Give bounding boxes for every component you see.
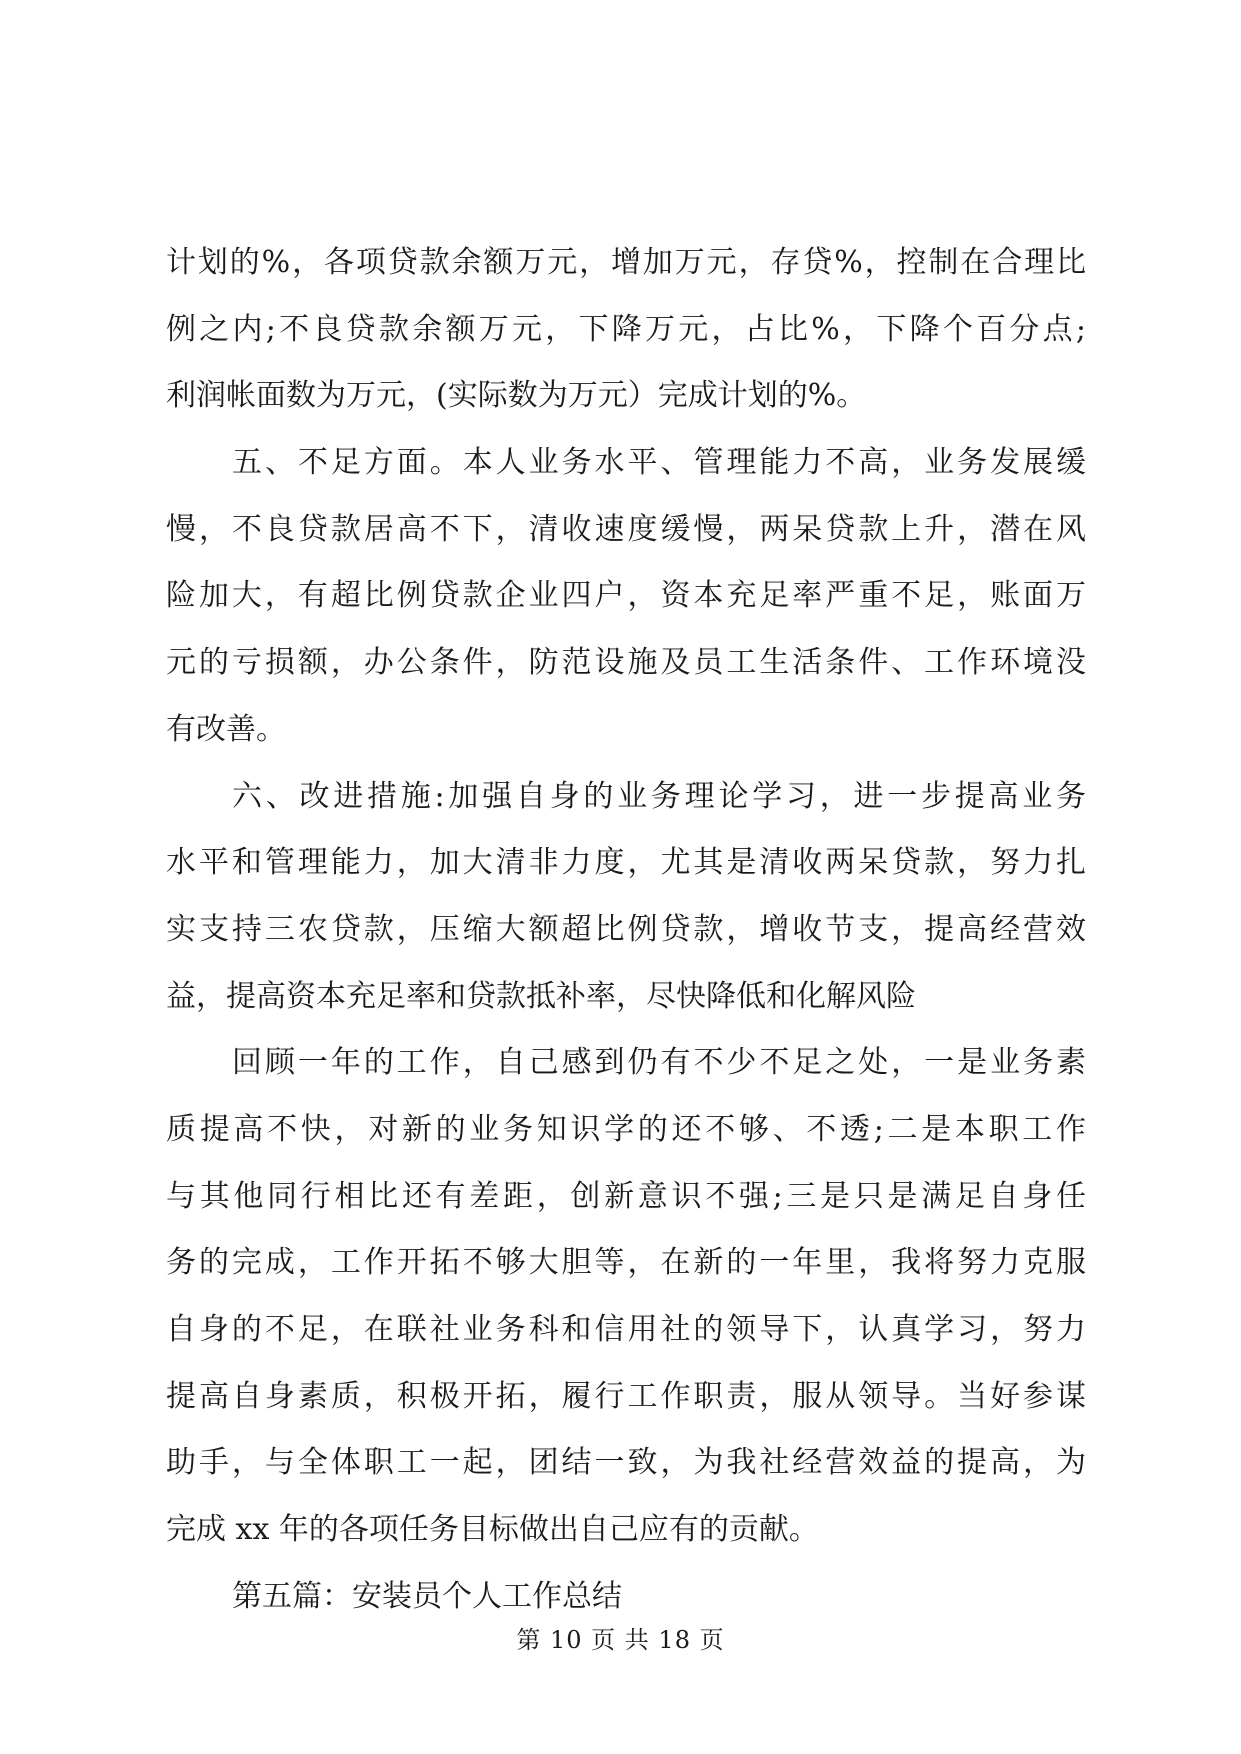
text-line: 五、不足方面。本人业务水平、管理能力不高，业务发展缓: [232, 445, 1086, 481]
text-line: 益，提高资本充足率和贷款抵补率，尽快降低和化解风险: [166, 978, 916, 1014]
section-heading: 第五篇：安装员个人工作总结: [232, 1578, 622, 1614]
document-body: [166, 230, 1086, 1630]
text-line: 利润帐面数为万元，(实际数为万元）完成计划的%。: [166, 378, 867, 414]
text-line: 例之内;不良贷款余额万元，下降万元，占比%，下降个百分点;: [166, 311, 1086, 347]
text-line: 助手，与全体职工一起，团结一致，为我社经营效益的提高，为: [166, 1445, 1086, 1481]
text-line: 完成 xx 年的各项任务目标做出自己应有的贡献。: [166, 1512, 819, 1548]
text-line: 质提高不快，对新的业务知识学的还不够、不透;二是本职工作: [166, 1111, 1086, 1147]
text-line: 水平和管理能力，加大清非力度，尤其是清收两呆贷款，努力扎: [166, 845, 1086, 881]
text-line: 元的亏损额，办公条件，防范设施及员工生活条件、工作环境没: [166, 645, 1086, 681]
text-line: 六、改进措施:加强自身的业务理论学习，进一步提高业务: [232, 778, 1086, 814]
text-line: 提高自身素质，积极开拓，履行工作职责，服从领导。当好参谋: [166, 1378, 1086, 1414]
page-number-footer: 第 10 页 共 18 页: [516, 1626, 725, 1654]
text-line: 险加大，有超比例贷款企业四户，资本充足率严重不足，账面万: [166, 578, 1086, 614]
text-line: 实支持三农贷款，压缩大额超比例贷款，增收节支，提高经营效: [166, 911, 1086, 947]
text-line: 回顾一年的工作，自己感到仍有不少不足之处，一是业务素: [232, 1045, 1086, 1081]
text-line: 务的完成，工作开拓不够大胆等，在新的一年里，我将努力克服: [166, 1245, 1086, 1281]
text-line: 自身的不足，在联社业务科和信用社的领导下，认真学习，努力: [166, 1312, 1086, 1347]
text-line: 与其他同行相比还有差距，创新意识不强;三是只是满足自身任: [166, 1178, 1086, 1214]
text-line: 有改善。: [166, 711, 286, 747]
text-line: 计划的%，各项贷款余额万元，增加万元，存贷%，控制在合理比: [166, 245, 1086, 280]
text-line: 慢，不良贷款居高不下，清收速度缓慢，两呆贷款上升，潜在风: [166, 511, 1086, 547]
